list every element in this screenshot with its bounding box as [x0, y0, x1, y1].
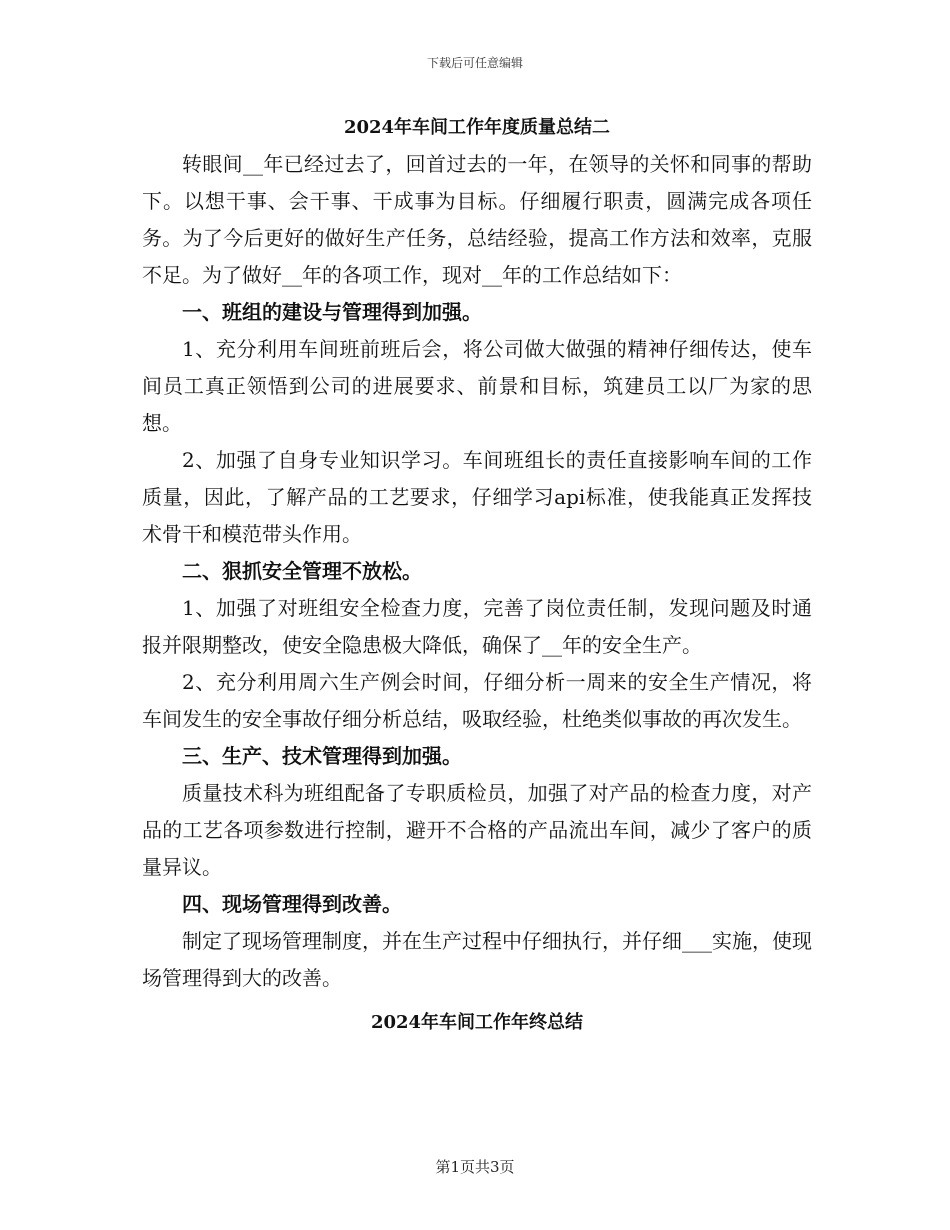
next-document-title: 2024年车间工作年终总结: [370, 1012, 584, 1033]
section-2-heading: 二、狠抓安全管理不放松。: [182, 559, 422, 583]
section-3-heading: 三、生产、技术管理得到加强。: [182, 744, 462, 768]
document-title: 2024年车间工作年度质量总结二: [343, 117, 611, 138]
page-header-note: 下载后可任意编辑: [426, 56, 523, 70]
document-body: [142, 110, 812, 1041]
section-2-paragraph-1: 1、加强了对班组安全检查力度，完善了岗位责任制，发现问题及时通报并限期整改，使安全隐患极大降低，确保了__年的安全生产。: [142, 596, 812, 657]
section-4-heading: 四、现场管理得到改善。: [182, 892, 402, 916]
section-4-paragraph-1: 制定了现场管理制度，并在生产过程中仔细执行，并仔细___实施，使现场管理得到大的改善。: [142, 929, 812, 990]
section-1-heading: 一、班组的建设与管理得到加强。: [182, 300, 482, 324]
page-footer-number: 第1页共3页: [435, 1158, 515, 1176]
section-1-paragraph-1: 1、充分利用车间班前班后会，将公司做大做强的精神仔细传达，使车间员工真正领悟到公司的进展要求、前景和目标，筑建员工以厂为家的思想。: [142, 337, 812, 435]
intro-paragraph: 转眼间__年已经过去了，回首过去的一年，在领导的关怀和同事的帮助下。以想干事、会干事、干成事为目标。仔细履行职责，圆满完成各项任务。为了今后更好的做好生产任务，总结经验，提高工作方法和效率，克服不足。为了做好__年的各项工作，现对__年的工作总结如下：: [142, 152, 812, 287]
section-3-paragraph-1: 质量技术科为班组配备了专职质检员，加强了对产品的检查力度，对产品的工艺各项参数进行控制，避开不合格的产品流出车间，减少了客户的质量异议。: [142, 781, 812, 879]
section-2-paragraph-2: 2、充分利用周六生产例会时间，仔细分析一周来的安全生产情况，将车间发生的安全事故仔细分析总结，吸取经验，杜绝类似事故的再次发生。: [142, 670, 812, 731]
section-1-paragraph-2: 2、加强了自身专业知识学习。车间班组长的责任直接影响车间的工作质量，因此，了解产品的工艺要求，仔细学习api标准，使我能真正发挥技术骨干和模范带头作用。: [142, 448, 812, 546]
